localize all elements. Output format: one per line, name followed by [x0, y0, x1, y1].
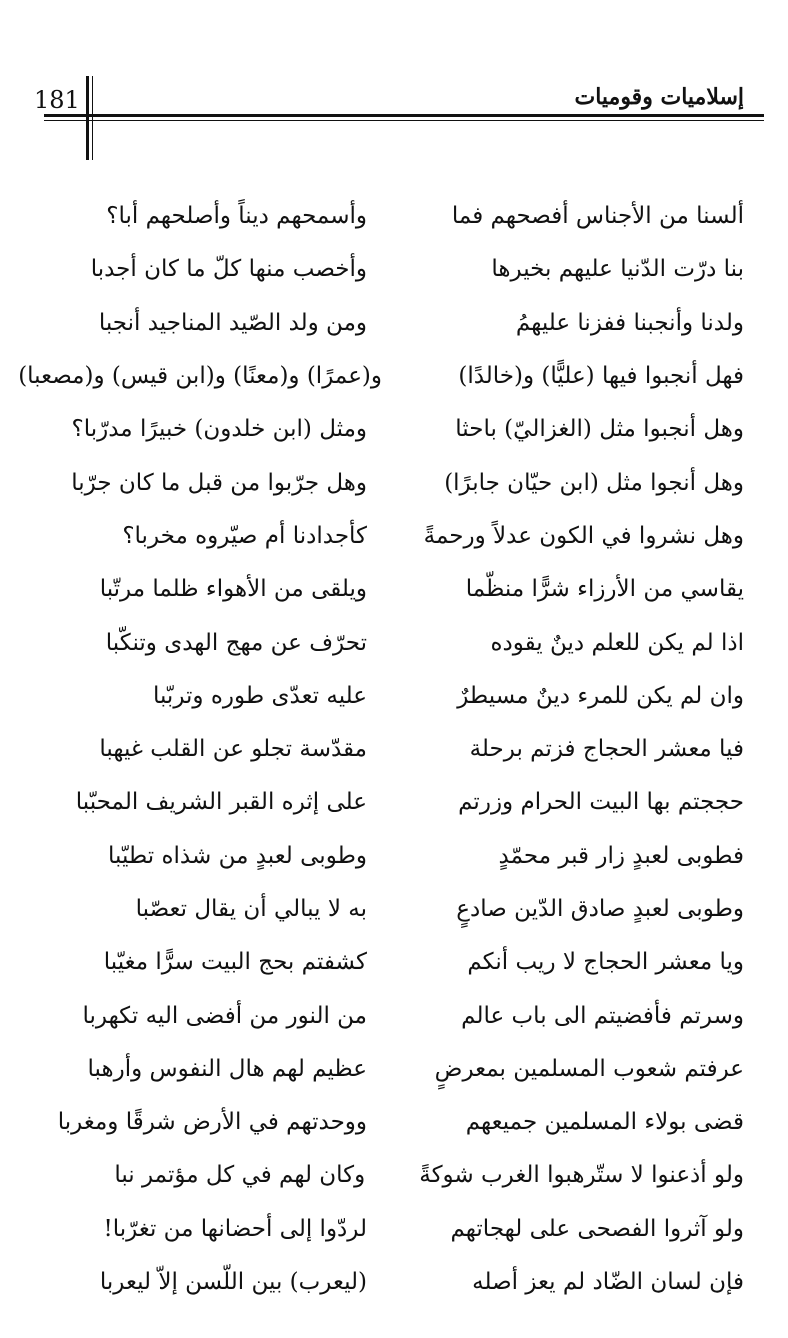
verse-line: [44, 297, 744, 350]
verse-first-hemistich: فطوبى لعبدٍ زار قبر محمّدٍ: [498, 842, 744, 869]
verse-first-hemistich: فهل أنجبوا فيها (عليًّا) و(خالدًا): [458, 363, 744, 390]
verse-second-hemistich: مقدّسة تجلو عن القلب غيهبا: [99, 736, 367, 763]
verse-first-hemistich: فإن لسان الضّاد لم يعز أصله: [472, 1269, 744, 1296]
verse-first-hemistich: يقاسي من الأرزاء شرًّا منظّما: [465, 576, 744, 603]
page-header: [0, 0, 788, 130]
verse-line: [44, 510, 744, 563]
verse-first-hemistich: قضى بولاء المسلمين جميعهم: [465, 1109, 744, 1136]
verse-line: [44, 403, 744, 456]
verse-second-hemistich: ومن ولد الصّيد المناجيد أنجبا: [98, 309, 367, 336]
verse-second-hemistich: ويلقى من الأهواء ظلما مرتّبا: [99, 576, 367, 603]
page-number: 181: [34, 86, 80, 114]
verse-first-hemistich: وهل أنجبوا مثل (الغزاليّ) باحثا: [455, 416, 744, 443]
verse-line: [44, 723, 744, 776]
verse-line: [44, 1203, 744, 1256]
verse-line: [44, 936, 744, 989]
verse-second-hemistich: و(عمرًا) و(معنًا) و(ابن قيس) و(مصعبا): [18, 363, 382, 390]
verse-first-hemistich: عرفتم شعوب المسلمين بمعرضٍ: [434, 1055, 744, 1082]
verse-line: [44, 563, 744, 616]
verse-first-hemistich: وطوبى لعبدٍ صادق الدّين صادعٍ: [456, 896, 744, 922]
verse-second-hemistich: كشفتم بحج البيت سرًّا مغيّبا: [103, 949, 367, 976]
verse-second-hemistich: وأخصب منها كلّ ما كان أجدبا: [90, 256, 367, 283]
verse-second-hemistich: عظيم لهم هال النفوس وأرهبا: [87, 1055, 367, 1082]
header-rule-thin: [44, 120, 764, 121]
verse-second-hemistich: (ليعرب) بين اللّسن إلاّ ليعربا: [99, 1269, 367, 1296]
poem: [18, 190, 744, 1309]
verse-second-hemistich: وكان لهم في كل مؤتمر نبا: [114, 1162, 366, 1189]
verse-line: [44, 670, 744, 723]
verse-second-hemistich: على إثره القبر الشريف المحبّبا: [75, 789, 367, 816]
verse-line: [44, 1096, 744, 1149]
verse-line: [44, 776, 744, 829]
verse-line: [44, 883, 744, 936]
verse-second-hemistich: وهل جرّبوا من قبل ما كان جرّبا: [71, 469, 367, 496]
verse-first-hemistich: حججتم بها البيت الحرام وزرتم: [458, 789, 744, 816]
verse-second-hemistich: وأسمحهم ديناً وأصلحهم أبا؟: [106, 203, 367, 230]
verse-first-hemistich: فيا معشر الحجاج فزتم برحلة: [469, 736, 744, 763]
verse-line: [44, 1043, 744, 1096]
verse-line: [18, 350, 744, 403]
verse-second-hemistich: لردّوا إلى أحضانها من تغرّبا!: [103, 1215, 367, 1242]
verse-line: [44, 1256, 744, 1309]
header-vertical-rule-thin: [92, 76, 93, 160]
verse-second-hemistich: كأجدادنا أم صيّروه مخربا؟: [122, 522, 367, 549]
verse-first-hemistich: وسرتم فأفضيتم الى باب عالم: [461, 1002, 744, 1029]
verse-second-hemistich: به لا يبالي أن يقال تعصّبا: [135, 896, 367, 922]
verse-line: [44, 190, 744, 243]
verse-second-hemistich: وطوبى لعبدٍ من شذاه تطيّبا: [108, 842, 367, 869]
header-rule: [44, 114, 764, 117]
verse-first-hemistich: ولو أذعنوا لا ستّرهبوا الغرب شوكةً: [419, 1162, 744, 1189]
verse-first-hemistich: اذا لم يكن للعلم دينٌ يقوده: [490, 629, 744, 656]
verse-line: [44, 989, 744, 1042]
verse-first-hemistich: وهل نشروا في الكون عدلاً ورحمةً: [423, 522, 744, 549]
verse-second-hemistich: تحرّف عن مهج الهدى وتنكّبا: [105, 629, 367, 656]
running-title: إسلاميات وقوميات: [574, 84, 744, 110]
verse-first-hemistich: وهل أنجوا مثل (ابن حيّان جابرًا): [444, 469, 744, 496]
verse-first-hemistich: ولدنا وأنجبنا ففزنا عليهمُ: [515, 309, 744, 336]
verse-line: [44, 616, 744, 669]
verse-second-hemistich: ووحدتهم في الأرض شرقًا ومغربا: [57, 1109, 367, 1136]
verse-first-hemistich: وان لم يكن للمرء دينٌ مسيطرٌ: [457, 682, 744, 709]
verse-line: [44, 1149, 744, 1202]
verse-line: [44, 243, 744, 296]
verse-line: [44, 456, 744, 509]
verse-first-hemistich: ولو آثروا الفصحى على لهجاتهم: [450, 1215, 744, 1242]
verse-second-hemistich: من النور من أفضى اليه تكهربا: [82, 1002, 367, 1029]
verse-first-hemistich: بنا درّت الدّنيا عليهم بخيرها: [491, 256, 744, 283]
verse-second-hemistich: ومثل (ابن خلدون) خبيرًا مدرّبا؟: [71, 416, 367, 443]
verse-first-hemistich: ألسنا من الأجناس أفصحهم فما: [451, 203, 744, 230]
verse-line: [44, 830, 744, 883]
verse-first-hemistich: ويا معشر الحجاج لا ريب أنكم: [467, 949, 744, 976]
header-vertical-rule: [86, 76, 89, 160]
verse-second-hemistich: عليه تعدّى طوره وتربّبا: [152, 682, 367, 709]
